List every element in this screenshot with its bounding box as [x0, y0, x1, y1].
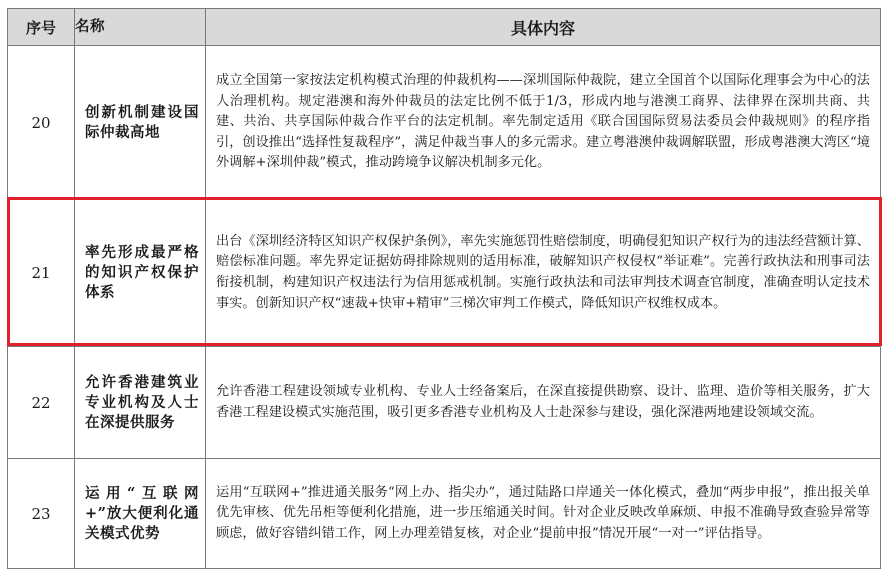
row-content: 成立全国第一家按法定机构模式治理的仲裁机构——深圳国际仲裁院，建立全国首个以国际化理事会为中心的法人治理机构。规定港澳和海外仲裁员的法定比例不低于1/3，形成内地与港澳工商界、法律界在深圳共商、共建、共治、共享国际仲裁合作平台的法定机制。率先制定适用《联合国国际贸易法委员会仲裁规则》的程序指引，创设推出“选择性复裁程序”，满足仲裁当事人的多元需求。建立粤港澳仲裁调解联盟，形成粤港澳大湾区“境外调解+深圳仲裁”模式，推动跨境争议解决机制多元化。 — [206, 46, 881, 200]
table-header-row — [8, 9, 881, 46]
row-content: 出台《深圳经济特区知识产权保护条例》，率先实施惩罚性赔偿制度，明确侵犯知识产权行为的违法经营额计算、赔偿标准问题。率先界定证据妨碍排除规则的适用标准，破解知识产权侵权“举证难”。完善行政执法和刑事司法衔接机制，构建知识产权违法行为信用惩戒机制。实施行政执法和司法审判技术调查官制度，准确查明认定技术事实。创新知识产权“速裁+快审+精审”三梯次审判工作模式，降低知识产权维权成本。 — [206, 200, 881, 347]
row-number: 23 — [8, 459, 75, 569]
table-row — [8, 46, 881, 200]
header-name: 名称 — [75, 9, 206, 46]
table-row — [8, 459, 881, 569]
row-name: 运用“互联网+”放大便利化通关模式优势 — [75, 459, 206, 569]
table-row-highlighted — [8, 200, 881, 347]
row-name: 允许香港建筑业专业机构及人士在深提供服务 — [75, 347, 206, 459]
header-serial-number: 序号 — [8, 9, 75, 46]
measures-table — [7, 8, 881, 569]
row-number: 22 — [8, 347, 75, 459]
row-content: 运用“互联网+”推进通关服务“网上办、指尖办”，通过陆路口岸通关一体化模式，叠加“两步申报”，推出报关单优先审核、优先吊柜等便利化措施，进一步压缩通关时间。针对企业反映改单麻烦、申报不准确导致查验异常等顾虑，做好容错纠错工作，网上办理差错复核，对企业“提前申报”情况开展“一对一”评估指导。 — [206, 459, 881, 569]
row-number: 20 — [8, 46, 75, 200]
row-number: 21 — [8, 200, 75, 347]
row-name: 创新机制建设国际仲裁高地 — [75, 46, 206, 200]
table-row — [8, 347, 881, 459]
row-name: 率先形成最严格的知识产权保护体系 — [75, 200, 206, 347]
header-content: 具体内容 — [206, 9, 881, 46]
row-content: 允许香港工程建设领域专业机构、专业人士经备案后，在深直接提供勘察、设计、监理、造价等相关服务，扩大香港工程建设模式实施范围，吸引更多香港专业机构及人士赴深参与建设，强化深港两地建设领域交流。 — [206, 347, 881, 459]
